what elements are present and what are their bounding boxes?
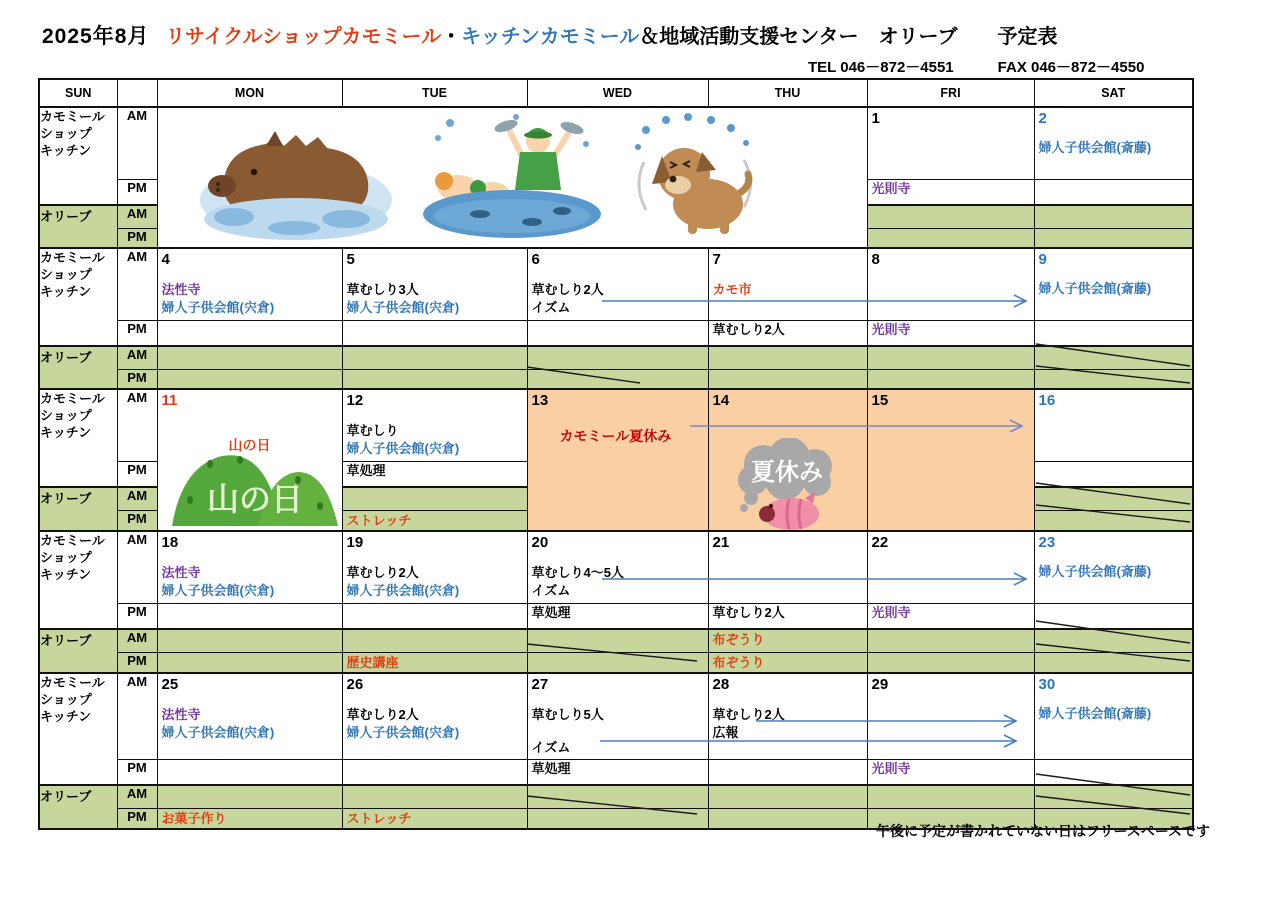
pm-label: PM: [117, 808, 157, 828]
cell-w4-tue-olive-am: [342, 629, 527, 653]
cell-w5-fri-olive-am: [867, 785, 1034, 809]
day-number: 1: [871, 110, 880, 127]
olive-label: オリーブ: [39, 205, 117, 248]
event: 光則寺: [871, 181, 911, 196]
day-header-mon: MON: [157, 79, 342, 107]
cell-w1-sat-pm: [1034, 180, 1193, 206]
cell-w5-tue-olive-am: [342, 785, 527, 809]
event: 法性寺: [161, 282, 201, 298]
water-play-illustration: [420, 110, 605, 242]
cell-w2-thu-pm: [708, 321, 867, 347]
event: 草むしり4～5人: [531, 565, 624, 581]
shop-label-line2: ショップ: [40, 550, 92, 566]
shop-label: [39, 248, 117, 346]
event: 布ぞうり: [712, 654, 765, 670]
shop-label-line3: キッチン: [40, 143, 92, 159]
pm-label: PM: [117, 321, 157, 347]
pm-label: PM: [117, 229, 157, 249]
cell-w2-mon-am: [157, 248, 342, 321]
day-header-fri: FRI: [867, 79, 1034, 107]
cell-w1-fri-olive-pm: [867, 229, 1034, 249]
cell-w5-fri-am: [867, 673, 1034, 760]
shop-label: [39, 389, 117, 487]
cell-w3-sat-olive-pm: [1034, 511, 1193, 531]
cell-w2-mon-pm: [157, 321, 342, 347]
day-number: 11: [161, 392, 178, 409]
cell-w2-thu-olive-am: [708, 346, 867, 370]
cell-w5-thu-olive-am: [708, 785, 867, 809]
event: 草処理: [346, 463, 386, 478]
cell-w3-tue-pm: [342, 462, 527, 488]
event: お菓子作り: [161, 810, 227, 826]
event: 草むしり5人: [531, 707, 604, 723]
olive-label: オリーブ: [39, 785, 117, 829]
day-number: 15: [871, 392, 889, 409]
olive-label: オリーブ: [39, 629, 117, 673]
day-number: 5: [346, 251, 355, 268]
cell-w4-sat-am: [1034, 531, 1193, 604]
day-number: 27: [531, 675, 549, 693]
cell-w5-mon-am: [157, 673, 342, 760]
cell-w4-mon-am: [157, 531, 342, 604]
mountain-day-illustration: [170, 440, 340, 526]
pm-label: PM: [117, 462, 157, 488]
event: 光則寺: [871, 322, 911, 337]
event: 法性寺: [161, 565, 201, 581]
cell-w5-thu-olive-pm: [708, 808, 867, 828]
shop-label: [39, 107, 117, 205]
cell-w2-sat-pm: [1034, 321, 1193, 347]
event: 草むしり2人: [531, 282, 604, 298]
day-header-row: [39, 79, 1193, 107]
shop-label-line1: カモミール: [40, 674, 105, 690]
cell-w2-mon-olive-am: [157, 346, 342, 370]
cell-w5-mon-olive-am: [157, 785, 342, 809]
fax-number: FAX 046－872－4550: [997, 59, 1145, 76]
cell-w2-tue-pm: [342, 321, 527, 347]
holiday-name: 山の日: [228, 437, 271, 454]
cell-w1-sat-am: [1034, 107, 1193, 180]
cell-w1-fri-am: [867, 107, 1034, 180]
shop-label-line1: カモミール: [40, 391, 105, 406]
event: 婦人子供会館(宍倉): [161, 300, 275, 316]
am-label: AM: [117, 785, 157, 809]
day-number: 21: [712, 533, 730, 551]
shop-label-line2: ショップ: [40, 692, 92, 708]
event: 婦人子供会館(宍倉): [346, 441, 460, 457]
event: 婦人子供会館(宍倉): [346, 583, 460, 599]
event: 草むしり3人: [346, 282, 419, 298]
day-header-thu: THU: [708, 79, 867, 107]
am-label: AM: [117, 487, 157, 511]
cell-w2-tue-olive-am: [342, 346, 527, 370]
cell-w5-thu-pm: [708, 759, 867, 785]
cell-w3-thu-summer-break: [708, 389, 867, 531]
cell-w4-mon-pm: [157, 603, 342, 629]
cell-w3-mon-holiday: [157, 389, 342, 531]
cell-w1-fri-olive-am: [867, 205, 1034, 229]
cell-w2-fri-olive-pm: [867, 370, 1034, 390]
event: 草むしり2人: [712, 604, 785, 620]
event: イズム: [531, 583, 571, 599]
shop-label: [39, 531, 117, 629]
event: 広報: [712, 725, 739, 741]
event: 婦人子供会館(斎藤): [1038, 706, 1152, 722]
event: 布ぞうり: [712, 631, 765, 647]
day-header-tue: TUE: [342, 79, 527, 107]
cell-w1-sat-olive-am: [1034, 205, 1193, 229]
cell-w4-tue-pm: [342, 603, 527, 629]
cell-w5-wed-olive-am: [527, 785, 708, 809]
am-label: AM: [117, 107, 157, 180]
event: 草むしり2人: [346, 707, 419, 723]
event: 草むしり2人: [712, 707, 785, 723]
natsuyasumi-text: 夏休み: [750, 459, 823, 486]
cell-w5-tue-am: [342, 673, 527, 760]
day-number: 26: [346, 675, 364, 693]
title-dot: ・: [441, 26, 462, 48]
pm-label: PM: [117, 652, 157, 672]
shop-label-line3: キッチン: [40, 284, 92, 300]
week1-illustration-cell: [157, 107, 867, 248]
cell-w2-fri-olive-am: [867, 346, 1034, 370]
cell-w4-fri-olive-pm: [867, 652, 1034, 672]
cell-w2-wed-olive-am: [527, 346, 708, 370]
cell-w4-fri-pm: [867, 603, 1034, 629]
am-label: AM: [117, 629, 157, 653]
cell-w2-tue-am: [342, 248, 527, 321]
cell-w4-thu-am: [708, 531, 867, 604]
event: 草むしり2人: [712, 322, 785, 337]
shop-label-line2: ショップ: [40, 126, 92, 142]
cell-w4-wed-olive-pm: [527, 652, 708, 672]
title-month: 2025年8月: [42, 25, 150, 48]
cell-w4-mon-olive-pm: [157, 652, 342, 672]
day-number: 20: [531, 533, 549, 551]
olive-label: オリーブ: [39, 346, 117, 389]
pm-label: PM: [117, 180, 157, 206]
shop-label-line3: キッチン: [40, 709, 92, 725]
cell-w4-sat-olive-pm: [1034, 652, 1193, 672]
event: 婦人子供会館(斎藤): [1038, 564, 1152, 580]
day-header-sun: SUN: [39, 79, 117, 107]
event: 婦人子供会館(宍倉): [346, 725, 460, 741]
event: 光則寺: [871, 760, 911, 776]
event: 法性寺: [161, 707, 201, 723]
day-number: 16: [1038, 392, 1056, 409]
day-number: 14: [712, 392, 730, 409]
shop-label-line1: カモミール: [40, 109, 105, 124]
event: 草むしり2人: [346, 565, 419, 581]
cell-w4-fri-olive-am: [867, 629, 1034, 653]
event: 婦人子供会館(宍倉): [346, 300, 460, 316]
day-header-spacer: [117, 79, 157, 107]
cell-w3-fri-summer-break: [867, 389, 1034, 531]
contact-line: [808, 56, 1144, 77]
event: 歴史講座: [346, 654, 399, 670]
cell-w4-thu-pm: [708, 603, 867, 629]
day-number: 30: [1038, 675, 1056, 693]
shop-label-line2: ショップ: [40, 408, 92, 424]
cell-w5-tue-pm: [342, 759, 527, 785]
day-number: 18: [161, 533, 179, 551]
cell-w2-tue-olive-pm: [342, 370, 527, 390]
cell-w2-wed-pm: [527, 321, 708, 347]
page-title: [42, 20, 1058, 50]
cell-w4-wed-pm: [527, 603, 708, 629]
cell-w3-sat-olive-am: [1034, 487, 1193, 511]
day-number: 28: [712, 675, 730, 693]
cell-w2-thu-am: [708, 248, 867, 321]
cell-w2-wed-olive-pm: [527, 370, 708, 390]
pm-label: PM: [117, 759, 157, 785]
shop-label-line2: ショップ: [40, 267, 92, 283]
shop-label-line3: キッチン: [40, 425, 92, 441]
event: 婦人子供会館(斎藤): [1038, 140, 1152, 156]
day-number: 2: [1038, 110, 1047, 127]
cell-w2-sat-olive-pm: [1034, 370, 1193, 390]
cell-w5-wed-pm: [527, 759, 708, 785]
day-number: 9: [1038, 251, 1047, 268]
cell-w5-sat-am: [1034, 673, 1193, 760]
cell-w3-sat-am: [1034, 389, 1193, 462]
shop-label: [39, 673, 117, 785]
day-number: 22: [871, 533, 889, 551]
day-number: 4: [161, 251, 170, 268]
shop-label-line1: カモミール: [40, 250, 105, 265]
day-number: 7: [712, 251, 721, 268]
day-number: 25: [161, 675, 179, 693]
cell-w4-tue-am: [342, 531, 527, 604]
shop-label-line1: カモミール: [40, 532, 105, 548]
cell-w3-sat-pm: [1034, 462, 1193, 488]
am-label: AM: [117, 248, 157, 321]
day-header-sat: SAT: [1034, 79, 1193, 107]
title-shop1: リサイクルショップカモミール: [165, 26, 442, 48]
pm-label: PM: [117, 511, 157, 531]
cell-w5-wed-olive-pm: [527, 808, 708, 828]
event: カモ市: [712, 282, 752, 298]
event: 婦人子供会館(斎藤): [1038, 281, 1152, 297]
cell-w2-fri-am: [867, 248, 1034, 321]
cell-w4-sat-olive-am: [1034, 629, 1193, 653]
cell-w5-fri-pm: [867, 759, 1034, 785]
cell-w3-tue-am: [342, 389, 527, 462]
cell-w5-sat-pm: [1034, 759, 1193, 785]
day-number: 23: [1038, 533, 1056, 551]
day-number: 6: [531, 251, 540, 268]
schedule-table: [38, 78, 1194, 830]
cell-w4-thu-olive-pm: [708, 652, 867, 672]
mountain-text: 山の日: [206, 481, 303, 517]
cell-w5-sat-olive-am: [1034, 785, 1193, 809]
cell-w4-tue-olive-pm: [342, 652, 527, 672]
event: 草処理: [531, 604, 571, 620]
cell-w5-thu-am: [708, 673, 867, 760]
cell-w5-mon-pm: [157, 759, 342, 785]
boar-bathing-illustration: [196, 120, 396, 242]
cell-w2-wed-am: [527, 248, 708, 321]
wet-dog-illustration: [626, 112, 761, 238]
event: イズム: [531, 300, 571, 316]
am-label: AM: [117, 531, 157, 604]
cell-w3-wed-summer-break: [527, 389, 708, 531]
cell-w4-mon-olive-am: [157, 629, 342, 653]
am-label: AM: [117, 389, 157, 462]
event: ストレッチ: [346, 513, 412, 528]
cell-w4-fri-am: [867, 531, 1034, 604]
event: 草むしり: [346, 423, 399, 439]
cell-w3-tue-olive-am: [342, 487, 527, 511]
cell-w1-fri-pm: [867, 180, 1034, 206]
cell-w5-tue-olive-pm: [342, 808, 527, 828]
event: 婦人子供会館(宍倉): [161, 725, 275, 741]
cell-w4-thu-olive-am: [708, 629, 867, 653]
day-number: 12: [346, 392, 364, 409]
cell-w4-sat-pm: [1034, 603, 1193, 629]
event: 光則寺: [871, 604, 911, 620]
day-number: 29: [871, 675, 889, 693]
cell-w2-mon-olive-pm: [157, 370, 342, 390]
cell-w5-mon-olive-pm: [157, 808, 342, 828]
event: ストレッチ: [346, 810, 412, 826]
day-header-wed: WED: [527, 79, 708, 107]
natsuyasumi-illustration: [725, 438, 853, 530]
olive-label: オリーブ: [39, 487, 117, 531]
event: イズム: [531, 740, 571, 756]
tel-number: TEL 046－872－4551: [808, 59, 954, 76]
cell-w4-wed-olive-am: [527, 629, 708, 653]
cell-w2-sat-am: [1034, 248, 1193, 321]
am-label: AM: [117, 205, 157, 229]
cell-w5-wed-am: [527, 673, 708, 760]
cell-w2-fri-pm: [867, 321, 1034, 347]
cell-w1-sat-olive-pm: [1034, 229, 1193, 249]
cell-w3-tue-olive-pm: [342, 511, 527, 531]
pm-label: PM: [117, 370, 157, 390]
footer-note: 午後に予定が書かれていない日はフリースペースです: [876, 823, 1211, 839]
am-label: AM: [117, 673, 157, 760]
title-rest: ＆地域活動支援センター オリーブ 予定表: [639, 26, 1058, 48]
pm-label: PM: [117, 603, 157, 629]
day-number: 19: [346, 533, 364, 551]
day-number: 8: [871, 251, 880, 268]
cell-w4-wed-am: [527, 531, 708, 604]
event: 草処理: [531, 760, 571, 776]
cell-w2-thu-olive-pm: [708, 370, 867, 390]
am-label: AM: [117, 346, 157, 370]
shop-label-line3: キッチン: [40, 567, 92, 583]
event: 婦人子供会館(宍倉): [161, 583, 275, 599]
day-number: 13: [531, 392, 549, 409]
cell-w2-sat-olive-am: [1034, 346, 1193, 370]
summer-break-note: カモミール夏休み: [559, 428, 672, 445]
title-shop2: キッチンカモミール: [461, 26, 640, 48]
